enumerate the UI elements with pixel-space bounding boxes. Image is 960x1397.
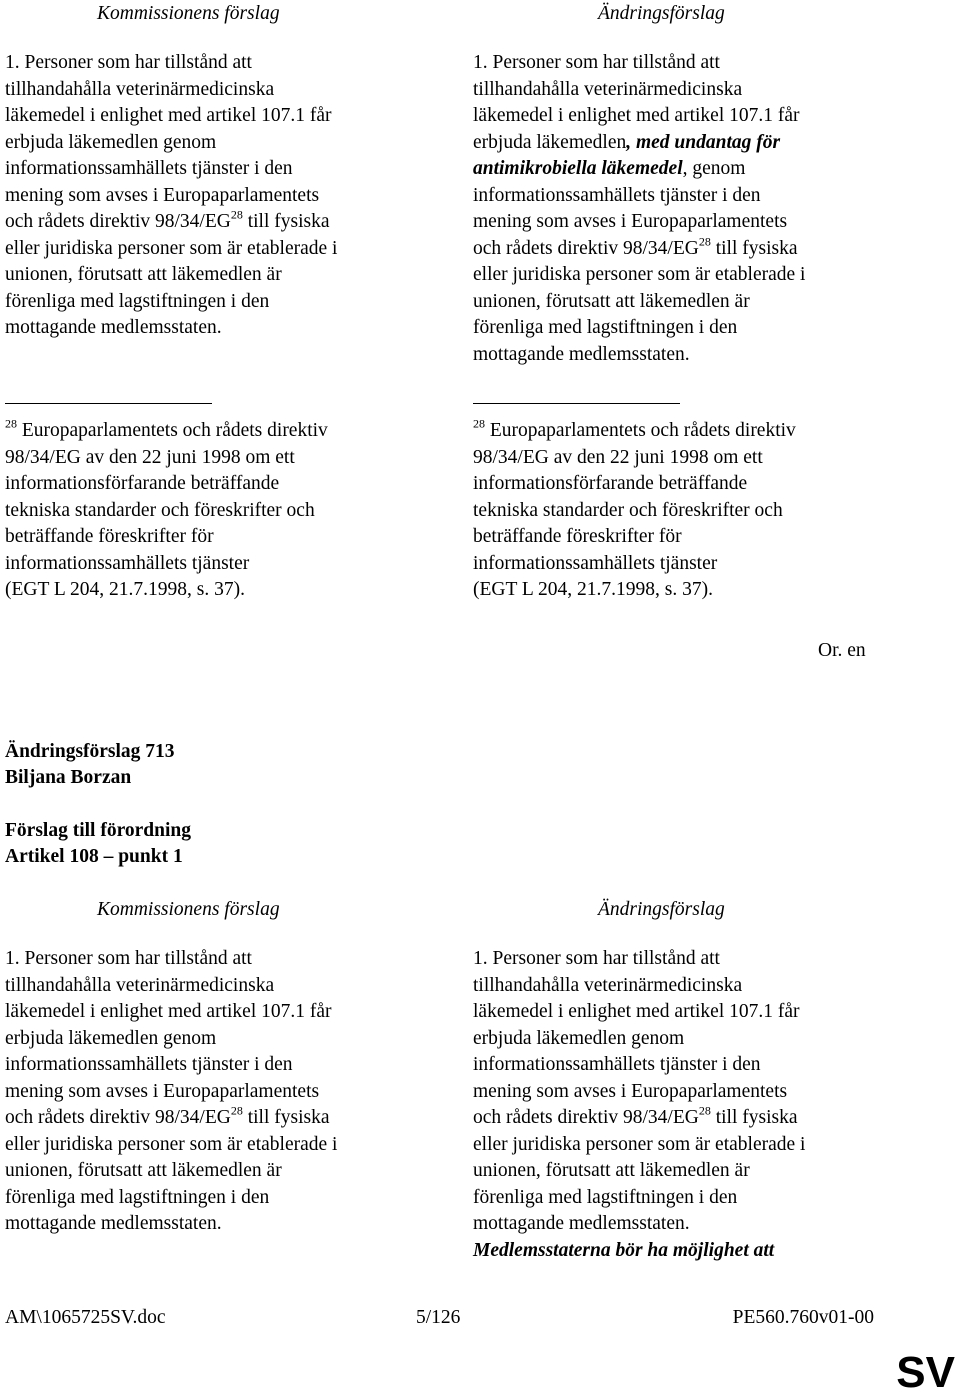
text-line (473, 418, 796, 445)
footnote-reference: 28 (230, 207, 243, 222)
column-heading-commission-proposal: Kommissionens förslag (97, 899, 280, 920)
amendment-text-block (473, 50, 805, 368)
language-code: SV (896, 1348, 955, 1397)
text-line (473, 1105, 805, 1132)
footnote-right (473, 418, 796, 604)
footnote-separator (5, 403, 212, 404)
text-line: 1. Personer som har tillstånd att (5, 948, 252, 969)
article-reference: Artikel 108 – punkt 1 (5, 846, 183, 867)
text-line: 98/34/EG av den 22 juni 1998 om ett (473, 446, 763, 468)
text-line (5, 1105, 337, 1132)
text-line: mening som avses i Europaparlamentets (5, 184, 320, 206)
text-line: förenliga med lagstiftningen i den (5, 290, 270, 312)
text-line: erbjuda läkemedlen genom (5, 131, 217, 153)
text-line: tillhandahålla veterinärmedicinska (5, 974, 275, 996)
text-line: eller juridiska personer som är etablerade i (473, 1133, 806, 1155)
text-line: beträffande föreskrifter för (5, 526, 214, 547)
proposal-title: Förslag till förordning (5, 820, 191, 841)
amendment-text-block (473, 946, 805, 1264)
footnote-left (5, 418, 328, 604)
footnote-separator (473, 403, 680, 404)
text-fragment: erbjuda läkemedlen (473, 131, 627, 153)
text-line: informationssamhällets tjänster i den (473, 1054, 761, 1075)
amendment-author: Biljana Borzan (5, 767, 132, 788)
text-line (5, 418, 328, 445)
text-line: 1. Personer som har tillstånd att (5, 52, 252, 73)
text-line (473, 130, 805, 157)
text-line (473, 156, 805, 183)
text-line: mening som avses i Europaparlamentets (5, 1080, 320, 1102)
text-line: (EGT L 204, 21.7.1998, s. 37). (5, 579, 245, 600)
text-line: eller juridiska personer som är etablerade i (5, 237, 338, 259)
footnote-number: 28 (473, 416, 485, 431)
inserted-text: , med undantag för (626, 131, 781, 153)
text-fragment: Europaparlamentets och rådets direktiv (485, 420, 796, 441)
text-line (473, 236, 805, 263)
text-fragment: till fysiska (242, 1107, 330, 1128)
text-line: erbjuda läkemedlen genom (5, 1027, 217, 1049)
column-heading-amendment: Ändringsförslag (598, 3, 725, 24)
text-fragment: till fysiska (710, 237, 798, 259)
footnote-number: 28 (5, 416, 17, 431)
text-fragment: och rådets direktiv 98/34/EG (5, 211, 231, 232)
text-line: informationssamhällets tjänster i den (5, 1054, 293, 1075)
text-line: 1. Personer som har tillstånd att (473, 948, 720, 969)
text-line: eller juridiska personer som är etablerade i (5, 1133, 338, 1155)
commission-text-block (5, 946, 337, 1238)
text-line: mottagande medlemsstaten. (473, 343, 690, 365)
text-line: informationssamhällets tjänster (473, 552, 718, 574)
text-line: informationssamhällets tjänster i den (5, 158, 293, 179)
original-language-label: Or. en (818, 640, 866, 661)
text-fragment: , genom (682, 158, 746, 179)
column-heading-commission-proposal: Kommissionens förslag (97, 3, 280, 24)
text-line: unionen, förutsatt att läkemedlen är (5, 264, 282, 285)
text-fragment: till fysiska (710, 1107, 798, 1128)
text-line: unionen, förutsatt att läkemedlen är (473, 290, 750, 312)
text-line: 98/34/EG av den 22 juni 1998 om ett (5, 446, 295, 468)
pe-reference: PE560.760v01-00 (732, 1307, 874, 1328)
text-line: tillhandahålla veterinärmedicinska (473, 78, 743, 100)
text-line: beträffande föreskrifter för (473, 526, 682, 547)
text-line: eller juridiska personer som är etablerade i (473, 264, 806, 285)
amendment-number: Ändringsförslag 713 (5, 741, 175, 762)
text-line: unionen, förutsatt att läkemedlen är (473, 1160, 750, 1181)
text-line: tillhandahålla veterinärmedicinska (5, 78, 275, 100)
text-fragment: och rådets direktiv 98/34/EG (5, 1107, 231, 1128)
inserted-text: antimikrobiella läkemedel (473, 158, 683, 179)
document-reference: AM\1065725SV.doc (5, 1307, 166, 1328)
page-number: 5/126 (416, 1307, 461, 1328)
text-fragment: och rådets direktiv 98/34/EG (473, 1107, 699, 1128)
text-line: förenliga med lagstiftningen i den (473, 317, 738, 338)
text-line: mottagande medlemsstaten. (473, 1213, 690, 1234)
text-line: mottagande medlemsstaten. (5, 317, 222, 338)
inserted-text: Medlemsstaterna bör ha möjlighet att (473, 1239, 775, 1261)
text-line: tekniska standarder och föreskrifter och (5, 499, 315, 521)
text-line: mottagande medlemsstaten. (5, 1213, 222, 1234)
commission-text-block (5, 50, 337, 342)
text-line: läkemedel i enlighet med artikel 107.1 får (473, 1001, 800, 1022)
text-line: läkemedel i enlighet med artikel 107.1 får (5, 1001, 332, 1022)
column-heading-amendment: Ändringsförslag (598, 899, 725, 920)
text-fragment: Europaparlamentets och rådets direktiv (17, 420, 328, 441)
text-line: tillhandahålla veterinärmedicinska (473, 974, 743, 996)
text-line (5, 209, 337, 236)
text-line: informationssamhällets tjänster i den (473, 184, 761, 206)
text-line: läkemedel i enlighet med artikel 107.1 får (473, 105, 800, 126)
text-line: förenliga med lagstiftningen i den (473, 1186, 738, 1208)
text-line: mening som avses i Europaparlamentets (473, 211, 788, 232)
text-line: förenliga med lagstiftningen i den (5, 1186, 270, 1208)
text-fragment: till fysiska (242, 211, 330, 232)
text-line: informationsförfarande beträffande (473, 473, 748, 494)
footnote-reference: 28 (698, 234, 711, 249)
text-fragment: och rådets direktiv 98/34/EG (473, 237, 699, 259)
text-line: läkemedel i enlighet med artikel 107.1 får (5, 105, 332, 126)
footnote-reference: 28 (698, 1103, 711, 1118)
text-line: erbjuda läkemedlen genom (473, 1027, 685, 1049)
text-line: informationsförfarande beträffande (5, 473, 280, 494)
text-line: tekniska standarder och föreskrifter och (473, 499, 783, 521)
footnote-reference: 28 (230, 1103, 243, 1118)
text-line: mening som avses i Europaparlamentets (473, 1080, 788, 1102)
text-line: informationssamhällets tjänster (5, 552, 250, 574)
text-line: 1. Personer som har tillstånd att (473, 52, 720, 73)
text-line: (EGT L 204, 21.7.1998, s. 37). (473, 579, 713, 600)
text-line: unionen, förutsatt att läkemedlen är (5, 1160, 282, 1181)
